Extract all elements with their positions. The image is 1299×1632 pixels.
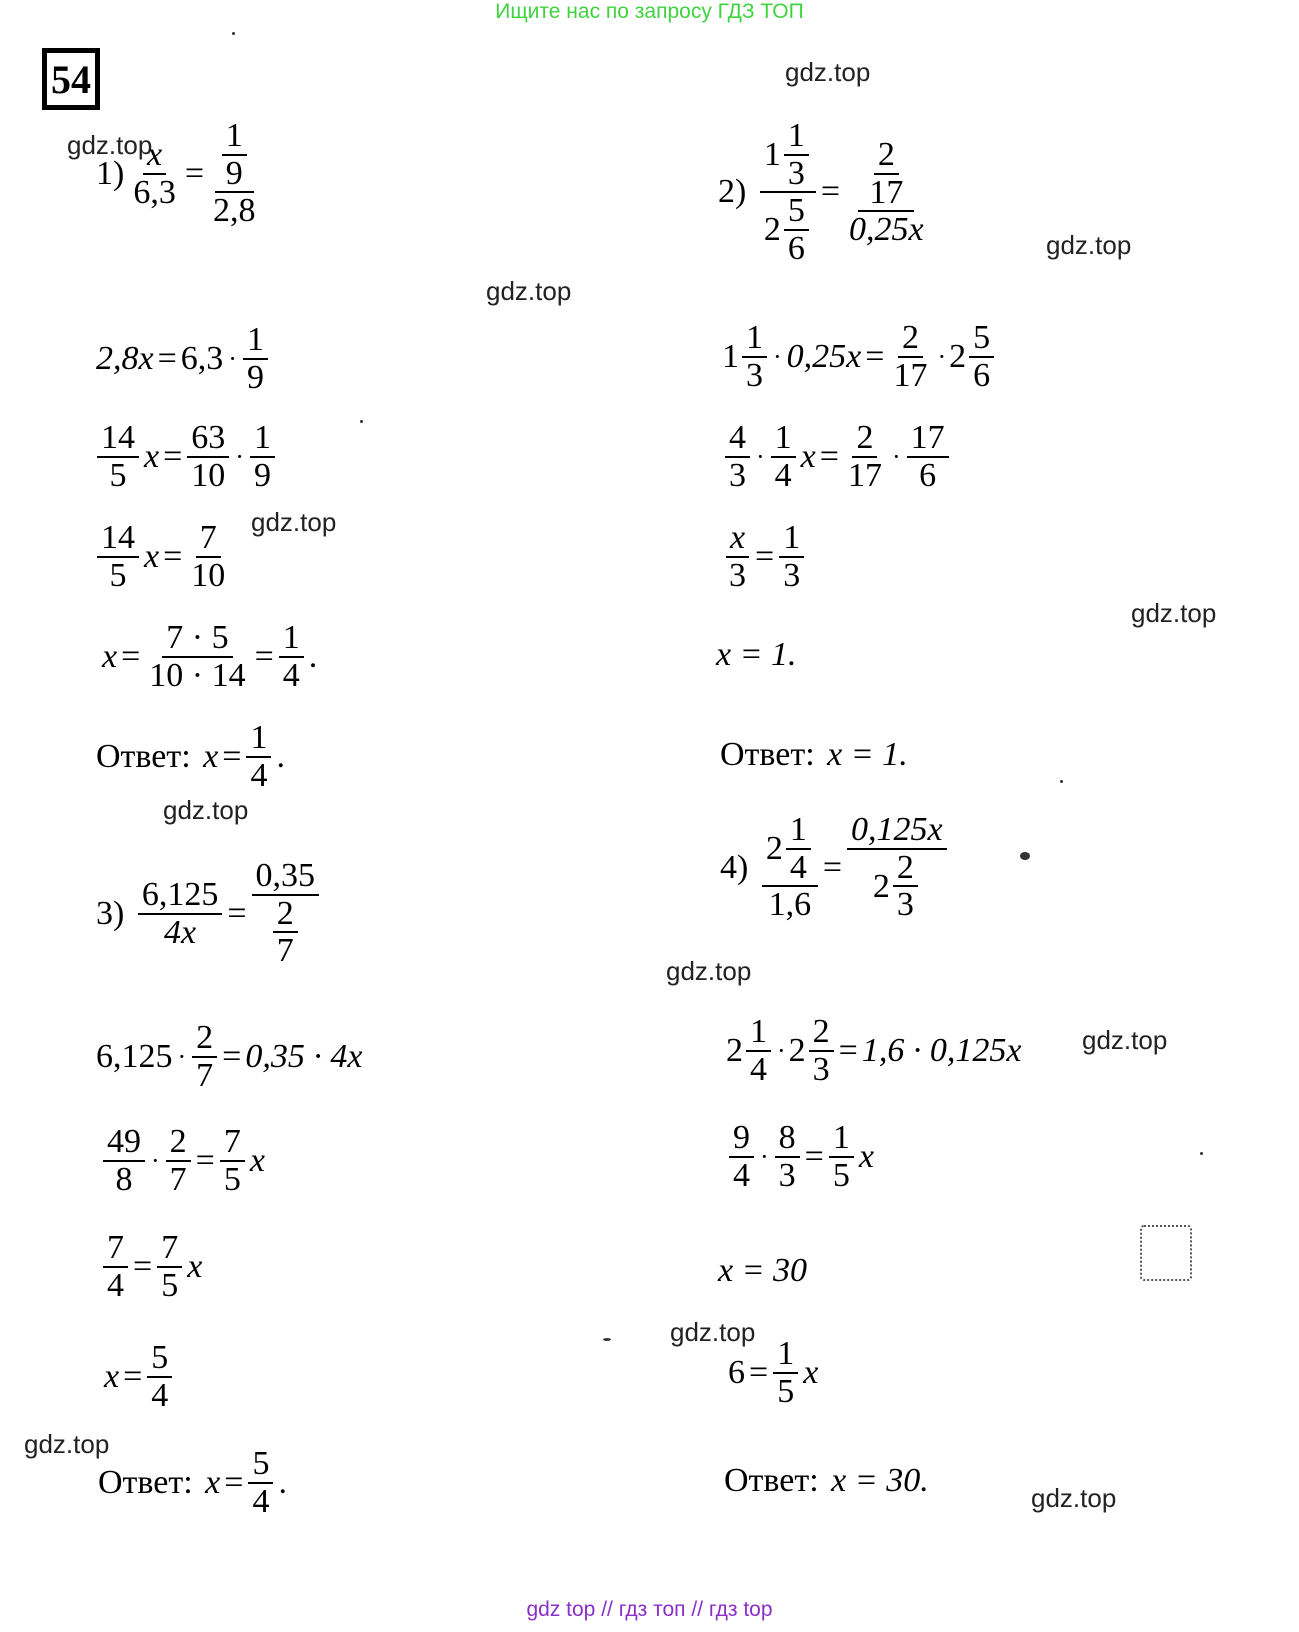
p2-equation-5: x = 1. (716, 636, 797, 673)
p4-equation-3: $\frac{9}{4}$ · $\frac{8}{3}$ = $\frac{1}{5}$ x (726, 1120, 876, 1193)
scan-speck (1200, 1152, 1203, 1155)
scan-speck (1060, 780, 1063, 783)
p1-equation-1: 1) $\frac{x}{6,3}$ = $\frac{\frac{1}{9}}{2,8}$ (94, 118, 263, 229)
watermark: gdz.top (785, 57, 871, 87)
watermark: gdz.top (24, 1429, 110, 1459)
watermark: gdz.top (1046, 230, 1132, 260)
p1-equation-4: $\frac{14}{5}$ x = $\frac{7}{10}$ (94, 520, 232, 593)
p3-answer: Ответ: x = $\frac{5}{4}$ . (98, 1445, 287, 1520)
p2-equation-4: $\frac{x}{3}$ = $\frac{1}{3}$ (722, 520, 807, 593)
p2-answer: Ответ: x = 1. (720, 736, 908, 773)
p3-equation-3: $\frac{49}{8}$ · $\frac{2}{7}$ = $\frac{7}{5}$ x (100, 1124, 267, 1197)
fraction: $\frac{\frac{1}{9}}{2,8}$ (213, 117, 256, 230)
p1-equation-3: $\frac{14}{5}$ x = $\frac{63}{10}$ · $\frac{1}{9}$ (94, 420, 278, 493)
scan-speck (603, 1338, 611, 1341)
watermark: gdz.top (163, 795, 249, 825)
p3-equation-2: 6,125 · $\frac{2}{7}$ = 0,35 · 4x (96, 1019, 363, 1094)
watermark: gdz.top (666, 956, 752, 986)
p4-equation-2: 2 $\frac{1}{4}$ · 2 $\frac{2}{3}$ = 1,6 · 0,125x (726, 1013, 1022, 1088)
scan-speck (232, 32, 235, 35)
watermark: gdz.top (1082, 1025, 1168, 1055)
watermark: gdz.top (67, 130, 153, 160)
scan-speck (360, 420, 363, 423)
p1-equation-5: x = $\frac{7 \cdot 5}{10 \cdot 14}$ = $\frac{1}{4}$ . (102, 619, 318, 694)
fraction: $\frac{1}{9}$ (243, 322, 268, 395)
p3-equation-4: $\frac{7}{4}$ = $\frac{7}{5}$ x (100, 1230, 204, 1303)
watermark: gdz.top (1131, 598, 1217, 628)
problem-number: 54 (42, 48, 100, 110)
p3-equation-5: x = $\frac{5}{4}$ (102, 1340, 175, 1413)
search-hint-banner: Ищите нас по запросу ГДЗ ТОП (495, 0, 804, 23)
watermark: gdz.top (1031, 1483, 1117, 1513)
fraction: $\frac{x}{6,3}$ (133, 135, 176, 211)
p1-equation-2: 2,8x = 6,3 · $\frac{1}{9}$ (94, 322, 271, 395)
p3-equation-1: 3) $\frac{6,125}{4x}$ = $\frac{0,35}{\frac{2}{7}}$ (94, 858, 322, 969)
watermark: gdz.top (251, 507, 337, 537)
p4-equation-1: 4) 2 $\frac{1}{4}$ 1,6 = 0,125x 2 $\frac{2}{3}$ (718, 812, 950, 923)
p4-equation-5: 6 = $\frac{1}{5}$ x (728, 1335, 819, 1410)
scan-speck (1020, 852, 1030, 860)
p4-equation-4: x = 30 (718, 1252, 808, 1289)
p2-equation-2: 1 $\frac{1}{3}$ · 0,25x = $\frac{2}{17}$ · 2 $\frac{5}{6}$ (722, 320, 997, 393)
p4-answer: Ответ: x = 30. (724, 1462, 929, 1499)
p1-answer: Ответ: x = $\frac{1}{4}$ . (96, 719, 285, 794)
footer-links: gdz top // гдз топ // гдз top (526, 1598, 773, 1621)
watermark: gdz.top (670, 1317, 756, 1347)
watermark: gdz.top (486, 276, 572, 306)
p2-equation-3: $\frac{4}{3}$ · $\frac{1}{4}$ x = $\frac{2}{17}$ · $\frac{17}{6}$ (722, 420, 952, 493)
p2-equation-1: 2) 1 $\frac{1}{3}$ 2 $\frac{5}{6}$ = $\frac{\frac{2}{17}}{0,25x}$ (718, 117, 924, 268)
scan-speck (1140, 1225, 1192, 1281)
